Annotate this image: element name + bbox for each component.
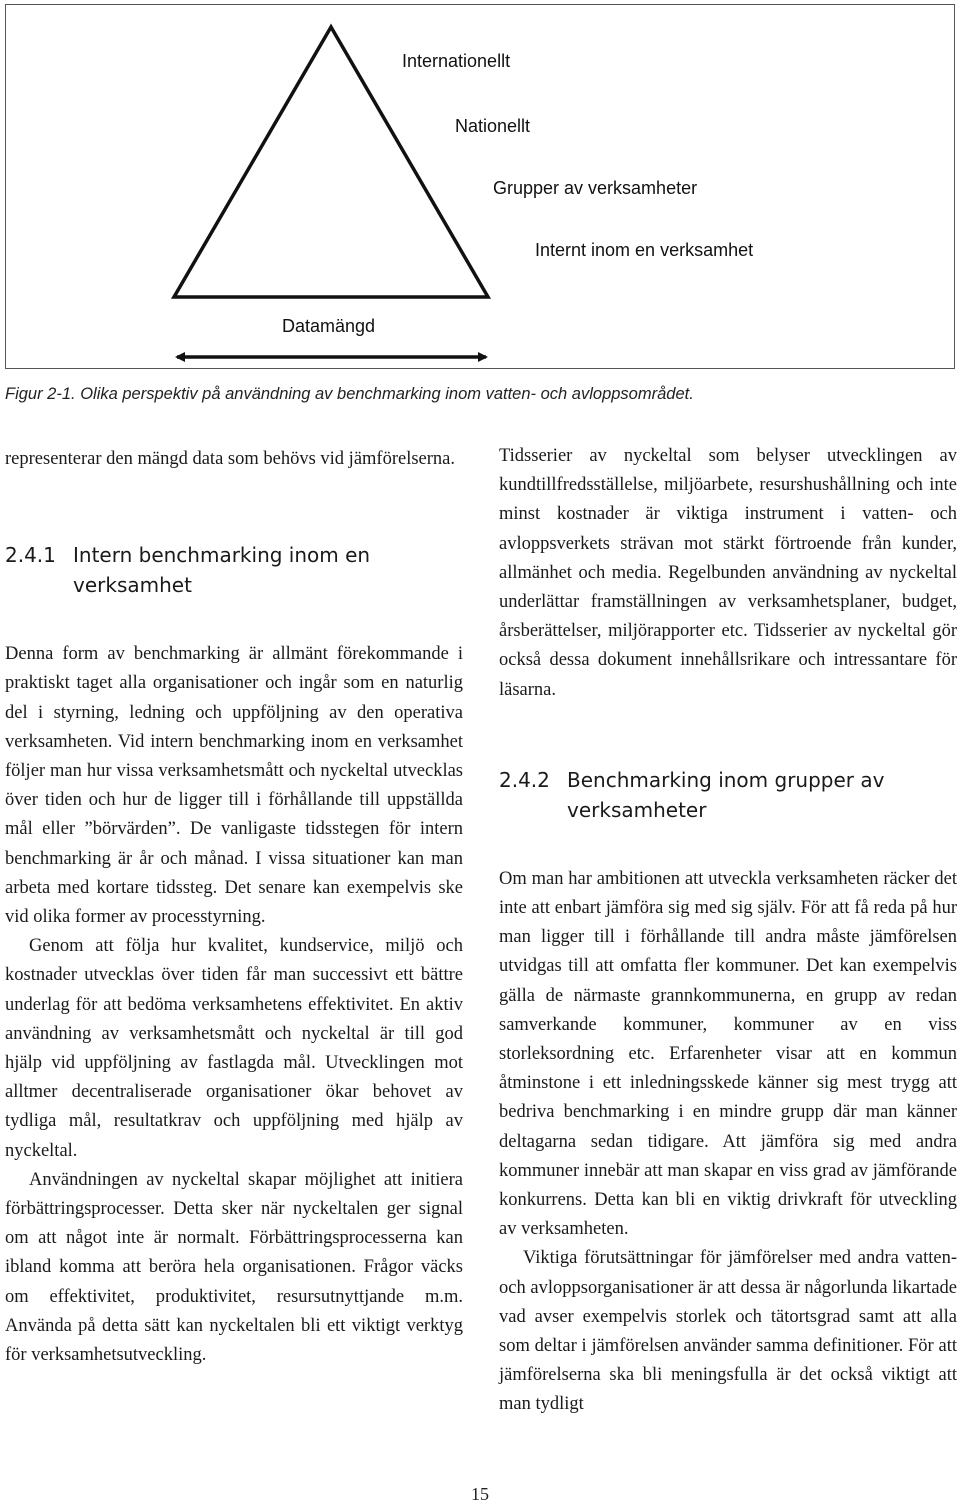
label-internal: Internt inom en verksamhet	[535, 240, 754, 260]
section-number: 2.4.1	[5, 543, 56, 568]
body-paragraph: Denna form av benchmarking är allmänt förekommande i praktiskt taget alla organisationer och ingår som en naturlig del i styrning, ledning och uppföljning av den operativa verksamheten. Vid intern benchmarking inom en verksamhet följer man hur vissa verksamhetsmått och nyckeltal utvecklas över tiden och hur de ligger till i förhållande till uppställda mål eller ”börvärden”. De vanligaste tidsstegen för intern benchmarking är år och månad. I vissa situationer kan man arbeta med kortare tidssteg. Det senare kan exempelvis ske vid olika former av processtyrning.	[5, 644, 463, 928]
body-paragraph: Viktiga förutsättningar för jämförelser med andra vatten- och avloppsorganisationer är att dessa är någorlunda likartade vad avser exempelvis storlek och tätortsgrad samt att alla som deltar i jämförelsen använder samma definitioner. För att jämförelserna ska bli meningsfulla är det också viktigt att man tydligt	[499, 1248, 957, 1415]
section-number: 2.4.2	[499, 767, 550, 792]
left-column	[5, 445, 463, 1370]
label-international: Internationellt	[402, 51, 511, 71]
label-groups: Grupper av verksamheter	[493, 178, 698, 198]
left-intro-paragraph: representerar den mängd data som behövs vid jämförelserna.	[5, 449, 455, 469]
label-national: Nationellt	[455, 116, 531, 136]
section-heading-2-4-1	[5, 540, 463, 600]
figure-caption: Figur 2-1. Olika perspektiv på användning av benchmarking inom vatten- och avloppsområdet.	[5, 385, 694, 403]
right-column	[499, 442, 957, 1420]
body-paragraph: Om man har ambitionen att utveckla verksamheten räcker det inte att enbart jämföra sig med sig själv. För att få reda på hur man ligger till i förhållande till andra måste jämförelsen utvidgas till att omfatta fler kommuner. Det kan exempelvis gälla de närmaste grannkommunerna, en grupp av redan samverkande kommuner, kommuner av en viss storleksordning etc. Erfarenheter visar att en kommun åtminstone i ett inledningsskede känner sig mest trygg att bedriva benchmarking i en mindre grupp där man känner deltagarna sedan tidigare. Att jämföra sig med andra kommuner innebär att man skapar en viss grad av jämförande konkurrens. Detta kan bli en viktig drivkraft för utveckling av verksamheten.	[499, 868, 957, 1240]
section-title: Intern benchmarking inom en verksamhet	[73, 543, 371, 598]
body-paragraph: Genom att följa hur kvalitet, kundservice, miljö och kostnader utvecklas över tiden får man successivt ett bättre underlag för att bedöma verksamhetens effektivitet. En aktiv användning av verksamhetsmått och nyckeltal är till god hjälp vid uppföljning av fastlagda mål. Utvecklingen mot alltmer decentraliserade organisationer ökar behovet av tydliga mål, resultatkrav och uppföljning med hjälp av nyckeltal.	[5, 936, 463, 1161]
body-paragraph: Användningen av nyckeltal skapar möjlighet att initiera förbättringsprocesser. Detta sker när nyckeltalen ger signal om att något inte är normalt. Förbättringsprocesserna kan ibland komma att beröra hela organisationen. Frågor väcks om effektivitet, produktivitet, resursutnyttjande m.m. Använda på detta sätt kan nyckeltalen bli ett viktigt verktyg för verksamhetsutveckling.	[5, 1169, 463, 1366]
label-datamangd: Datamängd	[282, 316, 376, 336]
figure-frame	[5, 4, 955, 369]
section-heading-2-4-2	[499, 765, 957, 825]
section-title: Benchmarking inom grupper av verksamheter	[567, 767, 885, 822]
page-number: 15	[471, 1484, 489, 1504]
right-intro-paragraph: Tidsserier av nyckeltal som belyser utvecklingen av kundtillfredsställelse, miljöarbete, resurshushållning och inte minst kostnader är viktiga instrument i vatten- och avloppsverkets strävan mot stärkt förtroende från kunder, allmänhet och media. Regelbunden användning av nyckeltal underlättar framställningen av verksamhetsplaner, budget, årsberättelser, miljörapporter etc. Tidsserier av nyckeltal gör också dessa dokument innehållsrikare och intressantare för läsarna.	[499, 446, 957, 700]
